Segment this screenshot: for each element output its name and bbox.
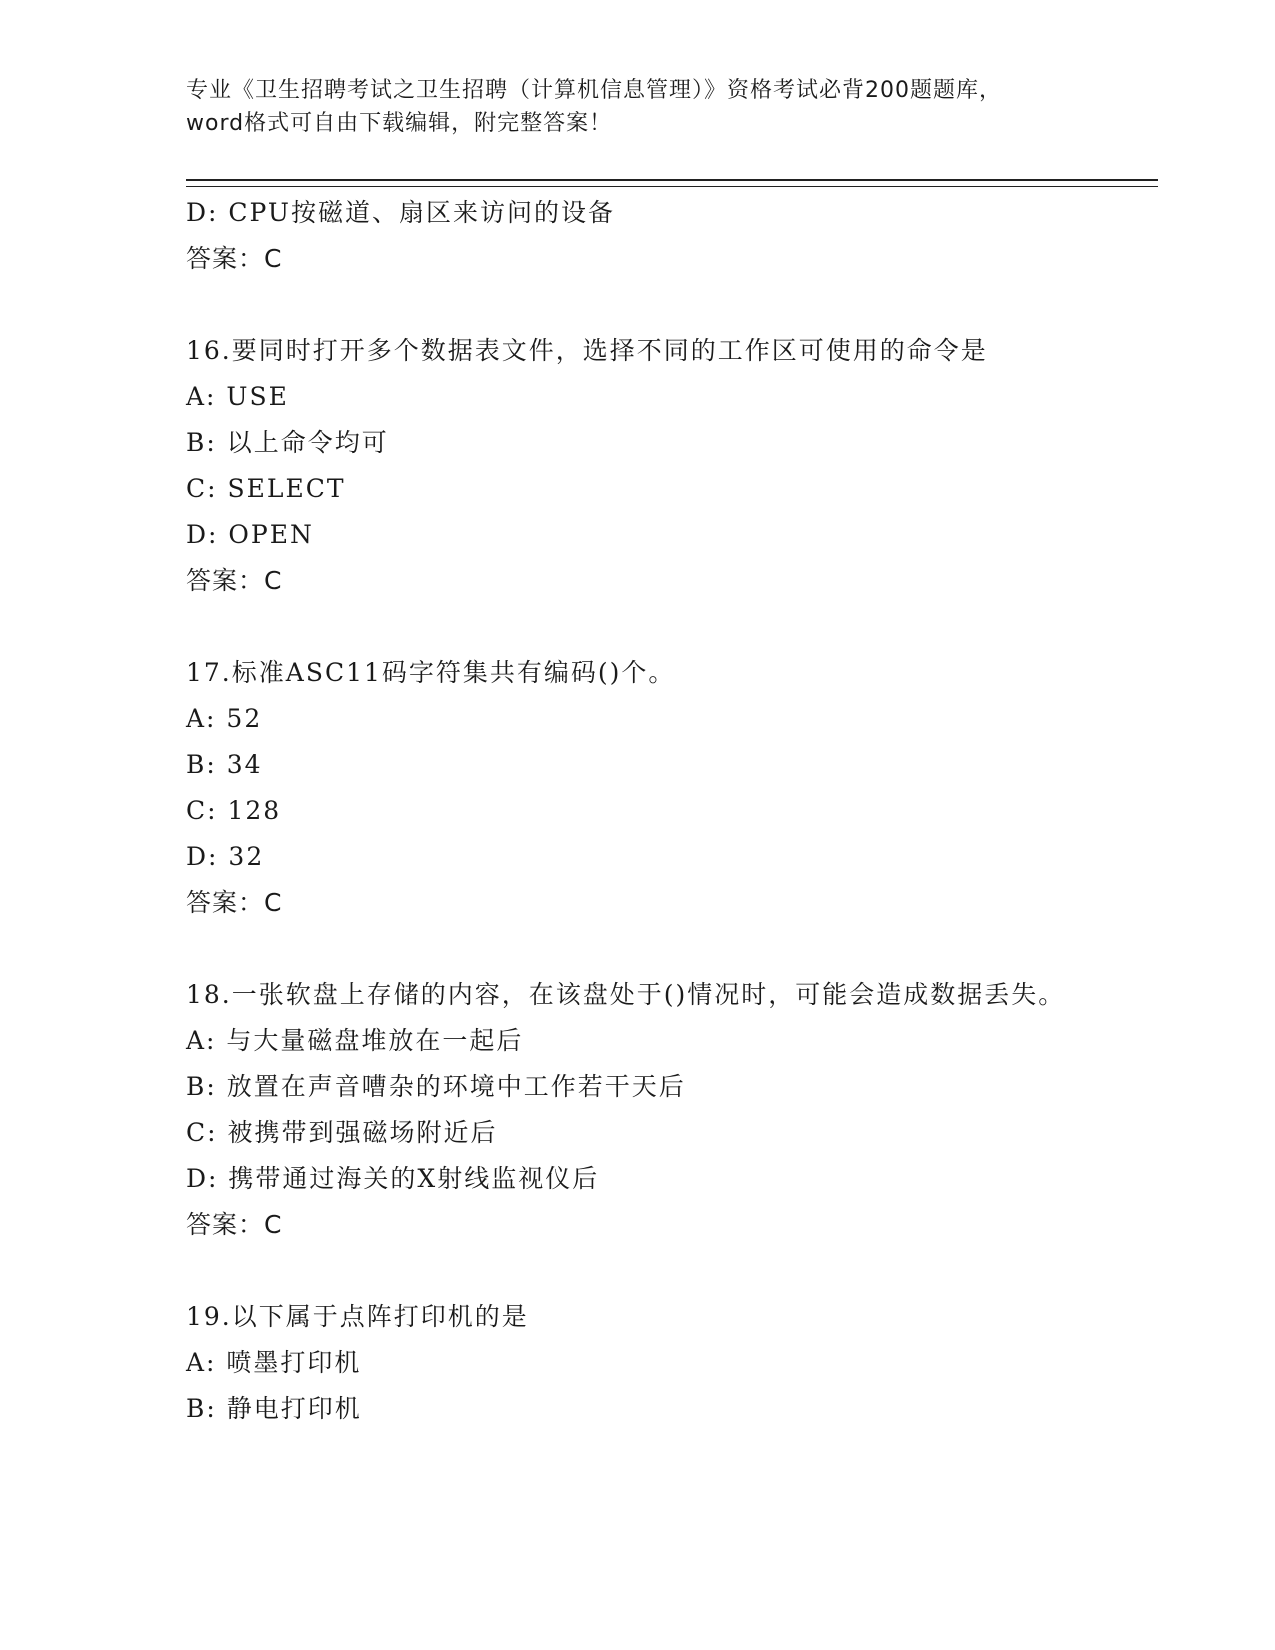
- answer-line: 答案：C: [186, 244, 283, 273]
- question-18-text: 18.一张软盘上存储的内容，在该盘处于()情况时，可能会造成数据丢失。: [186, 980, 1066, 1009]
- option-line: B: 放置在声音嘈杂的环境中工作若干天后: [186, 1072, 686, 1101]
- option-line: C: SELECT: [186, 474, 346, 503]
- header-line-2: word格式可自由下载编辑，附完整答案！: [186, 111, 613, 136]
- option-line: B: 静电打印机: [186, 1394, 362, 1423]
- option-line: C: 被携带到强磁场附近后: [186, 1118, 498, 1147]
- header-line-1: 专业《卫生招聘考试之卫生招聘（计算机信息管理）》资格考试必背200题题库，: [186, 78, 1002, 103]
- spacer: [186, 926, 1086, 972]
- option-line: D: CPU按磁道、扇区来访问的设备: [186, 198, 615, 227]
- option-line: C: 128: [186, 796, 282, 825]
- option-line: D: 32: [186, 842, 265, 871]
- option-line: D: 携带通过海关的X射线监视仪后: [186, 1164, 600, 1193]
- document-header: [186, 74, 1086, 140]
- question-list: [186, 190, 1086, 1432]
- option-line: A: USE: [186, 382, 289, 411]
- option-line: A: 与大量磁盘堆放在一起后: [186, 1026, 524, 1055]
- header-divider: [186, 179, 1158, 187]
- spacer: [186, 282, 1086, 328]
- option-line: D: OPEN: [186, 520, 314, 549]
- question-17-text: 17.标准ASC11码字符集共有编码()个。: [186, 658, 676, 687]
- spacer: [186, 604, 1086, 650]
- answer-line: 答案：C: [186, 1210, 283, 1239]
- spacer: [186, 1248, 1086, 1294]
- option-line: B: 以上命令均可: [186, 428, 389, 457]
- answer-line: 答案：C: [186, 888, 283, 917]
- option-line: A: 喷墨打印机: [186, 1348, 362, 1377]
- question-19-text: 19.以下属于点阵打印机的是: [186, 1302, 529, 1331]
- option-line: A: 52: [186, 704, 263, 733]
- option-line: B: 34: [186, 750, 263, 779]
- answer-line: 答案：C: [186, 566, 283, 595]
- question-16-text: 16.要同时打开多个数据表文件，选择不同的工作区可使用的命令是: [186, 336, 988, 365]
